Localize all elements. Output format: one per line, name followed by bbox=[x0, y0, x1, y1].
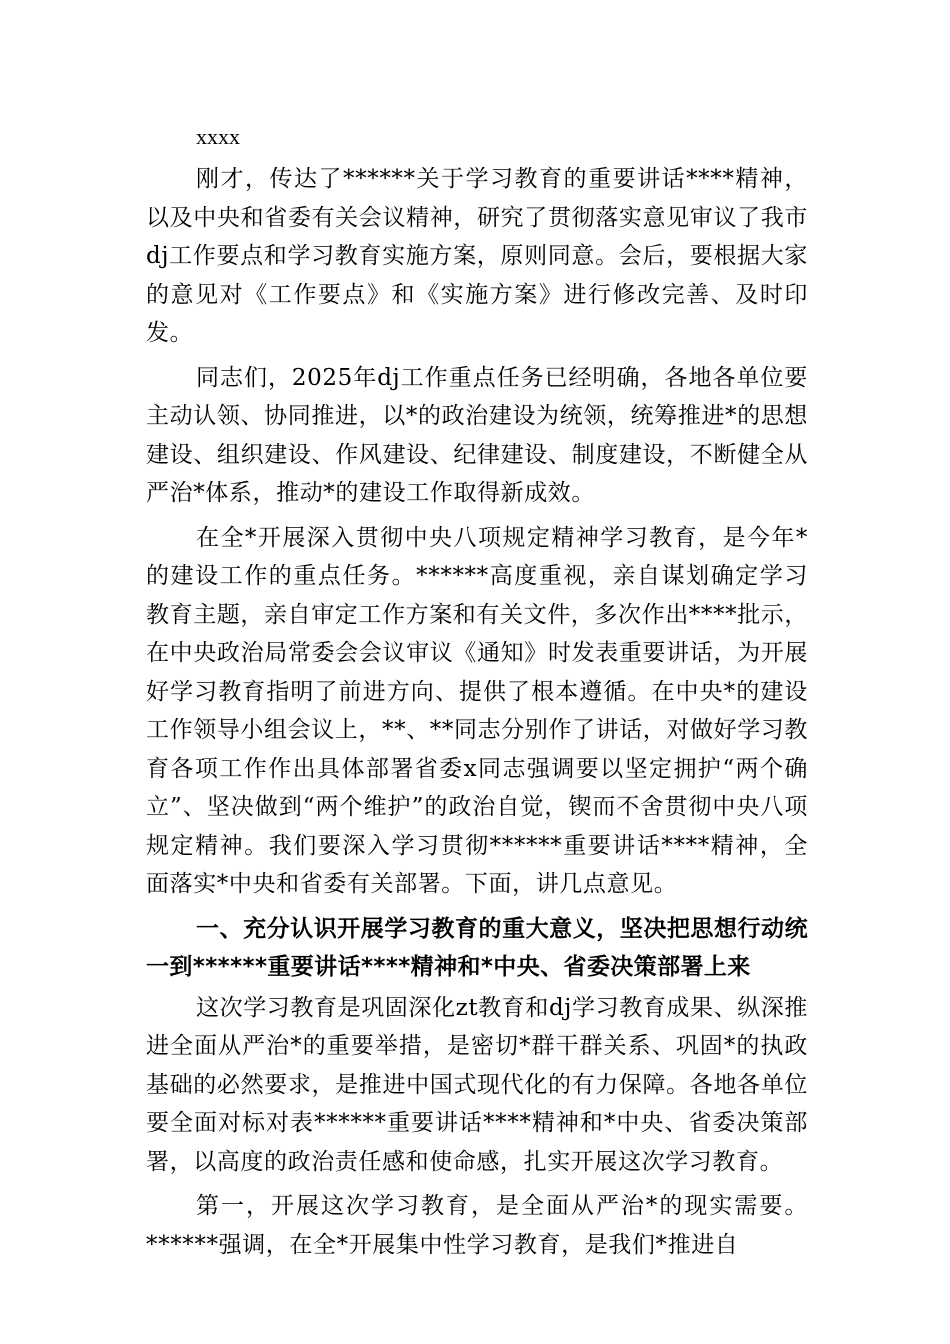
paragraph-3: 在全*开展深入贯彻中央八项规定精神学习教育，是今年*的建设工作的重点任务。******高度重视，亲自谋划确定学习教育主题，亲自审定工作方案和有关文件，多次作出****批示，在中央政治局常委会会议审议《通知》时发表重要讲话，为开展好学习教育指明了前进方向、提供了根本遵循。在中央*的建设工作领导小组会议上，**、**同志分别作了讲话，对做好学习教育各项工作作出具体部署省委x同志强调要以坚定拥护“两个确立”、坚决做到“两个维护”的政治自觉，锲而不舍贯彻中央八项规定精神。我们要深入学习贯彻******重要讲话****精神，全面落实*中央和省委有关部署。下面，讲几点意见。 bbox=[146, 524, 808, 897]
document-page bbox=[146, 118, 808, 1264]
section-heading-1: 一、充分认识开展学习教育的重大意义，坚决把思想行动统一到******重要讲话****精神和*中央、省委决策部署上来 bbox=[146, 915, 808, 980]
paragraph-2: 同志们，2025年dj工作重点任务已经明确，各地各单位要主动认领、协同推进，以*的政治建设为统领，统筹推进*的思想建设、组织建设、作风建设、纪律建设、制度建设，不断健全从严治*体系，推动*的建设工作取得新成效。 bbox=[146, 364, 808, 506]
salutation: xxxx bbox=[196, 124, 240, 149]
paragraph-4: 这次学习教育是巩固深化zt教育和dj学习教育成果、纵深推进全面从严治*的重要举措，是密切*群干群关系、巩固*的执政基础的必然要求，是推进中国式现代化的有力保障。各地各单位要全面对标对表******重要讲话****精神和*中央、省委决策部署，以高度的政治责任感和使命感，扎实开展这次学习教育。 bbox=[146, 994, 809, 1175]
paragraph-5: 第一，开展这次学习教育，是全面从严治*的现实需要。******强调，在全*开展集中性学习教育，是我们*推进自 bbox=[146, 1193, 808, 1258]
paragraph-1: 刚才，传达了******关于学习教育的重要讲话****精神，以及中央和省委有关会议精神，研究了贯彻落实意见审议了我市dj工作要点和学习教育实施方案，原则同意。会后，要根据大家的意见对《工作要点》和《实施方案》进行修改完善、及时印发。 bbox=[146, 166, 808, 346]
